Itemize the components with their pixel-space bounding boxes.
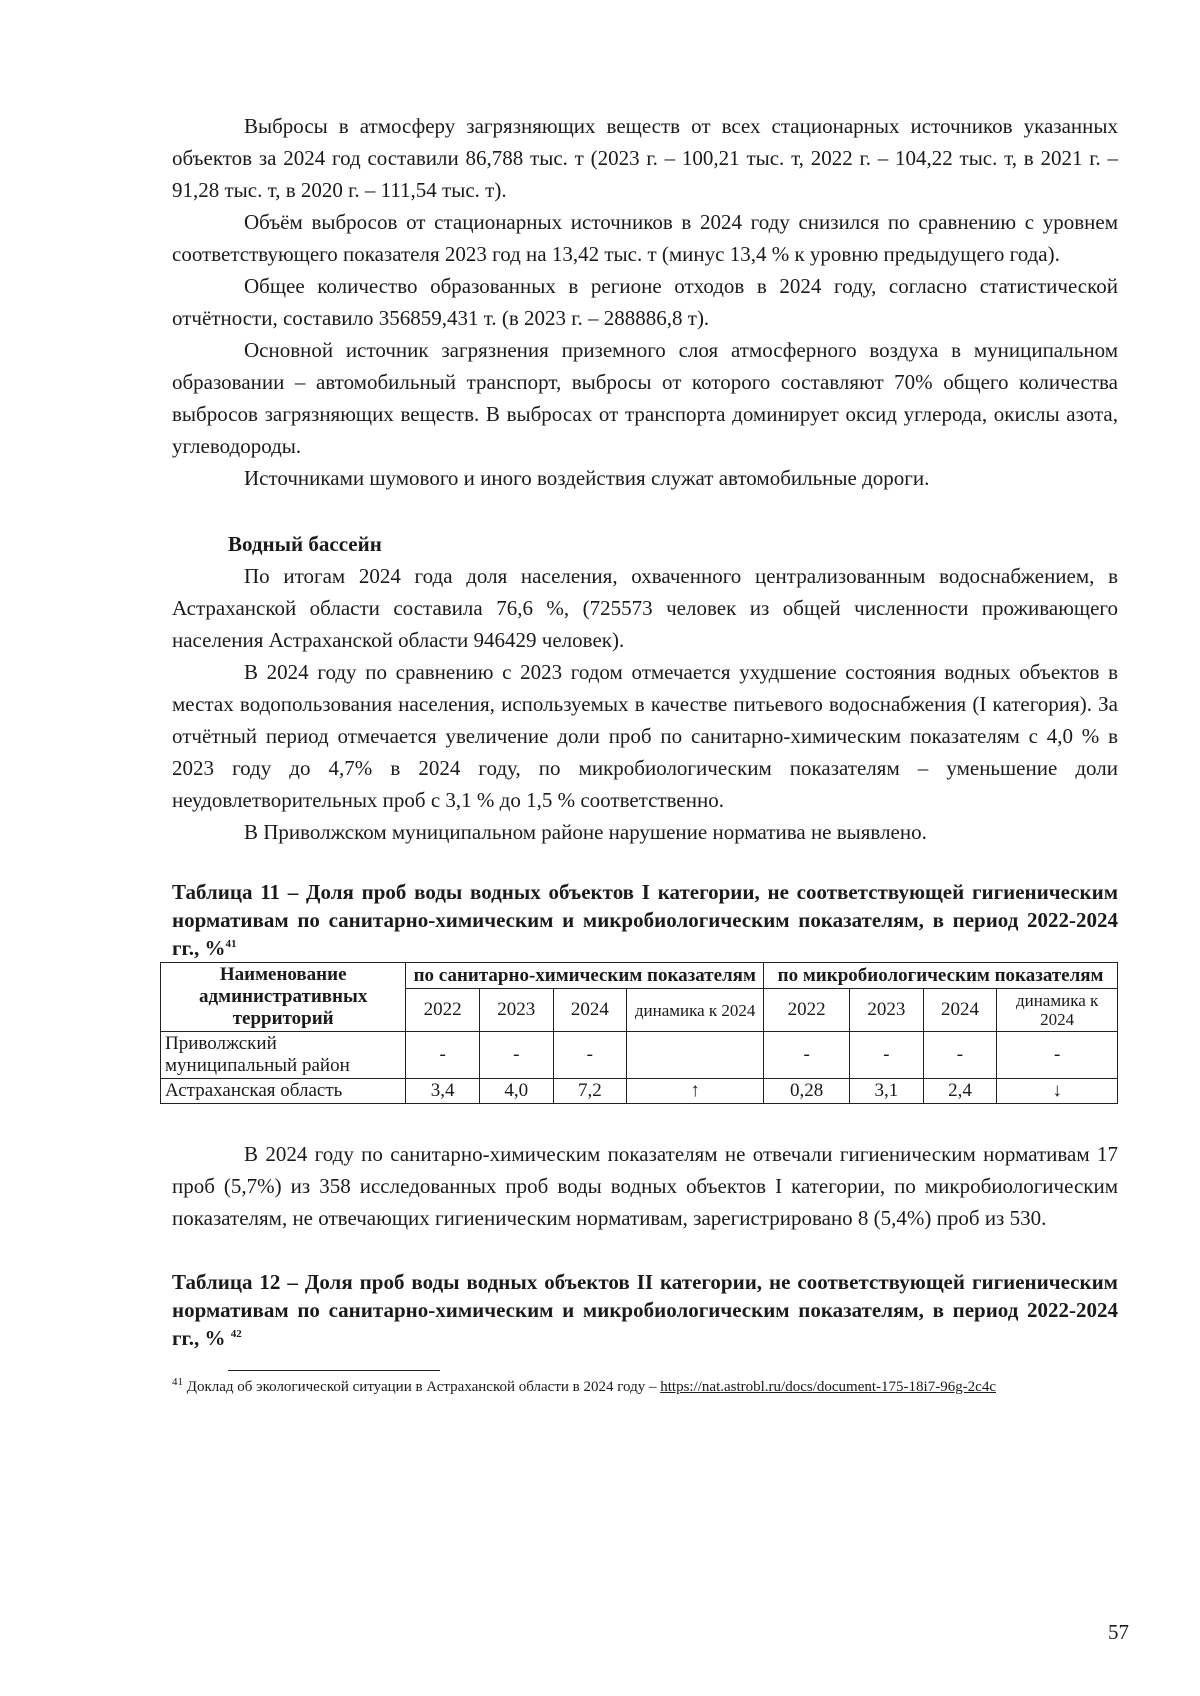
- paragraph-after-table11: В 2024 году по санитарно-химическим показателям не отвечали гигиеническим нормативам 17 проб (5,7%) из 358 исследованных проб воды водных объектов I категории, по микробиологическим показателям, не отвечающих гигиеническим нормативам, зарегистрировано 8 (5,4%) проб из 530.: [172, 1142, 1118, 1230]
- table11-cell: -: [406, 1032, 480, 1079]
- paragraph-emissions: Выбросы в атмосферу загрязняющих веществ от всех стационарных источников указанных объектов за 2024 год составили 86,788 тыс. т (2023 г. – 100,21 тыс. т, 2022 г. – 104,22 тыс. т, в 2021 г. – 91,28 тыс. т, в 2020 г. – 111,54 тыс. т).: [172, 114, 1118, 202]
- footnote-ref-42[interactable]: 42: [230, 1328, 242, 1340]
- footnote-link[interactable]: https://nat.astrobl.ru/docs/document-175-18i7-96g-2c4c: [660, 1379, 996, 1395]
- paragraph-waste: Общее количество образованных в регионе отходов в 2024 году, согласно статистической отчётности, составило 356859,431 т. (в 2023 г. – 288886,8 т).: [172, 274, 1118, 330]
- table11-cell: -: [850, 1032, 924, 1079]
- table11-header-micro: по микробиологическим показателям: [764, 963, 1118, 989]
- table11-cell: -: [553, 1032, 627, 1079]
- table11-subheader: 2024: [553, 989, 627, 1032]
- table11-cell: 2,4: [923, 1079, 997, 1104]
- table11-header-name: Наименование административных территорий: [161, 963, 406, 1032]
- table11-cell: [627, 1032, 764, 1079]
- footnote-ref-41[interactable]: 41: [225, 938, 237, 950]
- table11: [160, 962, 1118, 1104]
- document-page: [165, 110, 1118, 1397]
- table11-cell-arrow-up: ↑: [627, 1079, 764, 1104]
- table11-row-name: Приволжский муниципальный район: [161, 1032, 406, 1079]
- table11-cell: 3,4: [406, 1079, 480, 1104]
- table12-caption-text: Таблица 12 – Доля проб воды водных объектов II категории, не соответствующей гигиеническим нормативам по санитарно-химическим и микробиологическим показателям, в период 2022-2024 гг., %: [172, 1270, 1118, 1350]
- paragraph-water-supply: По итогам 2024 года доля населения, охваченного централизованным водоснабжением, в Астраханской области составила 76,6 %, (725573 человек из общей численности проживающего населения Астраханской области 946429 человек).: [172, 564, 1118, 652]
- table11-subheader: динамика к 2024: [997, 989, 1118, 1032]
- table11-subheader: динамика к 2024: [627, 989, 764, 1032]
- table11-cell: 3,1: [850, 1079, 924, 1104]
- paragraph-noise: Источниками шумового и иного воздействия служат автомобильные дороги.: [244, 466, 930, 490]
- table11-caption-text: Таблица 11 – Доля проб воды водных объектов I категории, не соответствующей гигиеническим нормативам по санитарно-химическим и микробиологическим показателям, в период 2022-2024 гг., %: [172, 880, 1118, 960]
- footnote-divider: [228, 1370, 440, 1371]
- table11-cell: -: [764, 1032, 850, 1079]
- table11-cell-arrow-down: ↓: [997, 1079, 1118, 1104]
- footnote-41: [172, 1377, 1118, 1397]
- paragraph-emissions-volume: Объём выбросов от стационарных источников в 2024 году снизился по сравнению с уровнем соответствующего показателя 2023 год на 13,42 тыс. т (минус 13,4 % к уровню предыдущего года).: [172, 210, 1118, 266]
- table11-cell: 7,2: [553, 1079, 627, 1104]
- table11-subheader: 2024: [923, 989, 997, 1032]
- paragraph-privolzhsky: В Приволжском муниципальном районе нарушение норматива не выявлено.: [244, 820, 927, 844]
- section-heading-water: Водный бассейн: [228, 532, 382, 556]
- footnote-text: Доклад об экологической ситуации в Астраханской области в 2024 году –: [186, 1379, 661, 1395]
- table11-subheader: 2022: [406, 989, 480, 1032]
- table-row: [161, 1032, 1118, 1079]
- table11-header-sanitary: по санитарно-химическим показателям: [406, 963, 764, 989]
- table11-cell: 0,28: [764, 1079, 850, 1104]
- table11-cell: -: [479, 1032, 553, 1079]
- table11-cell: -: [923, 1032, 997, 1079]
- table11-subheader: 2023: [479, 989, 553, 1032]
- table-row: [161, 1079, 1118, 1104]
- table11-subheader: 2022: [764, 989, 850, 1032]
- table11-subheader: 2023: [850, 989, 924, 1032]
- page-number: 57: [1108, 1620, 1129, 1644]
- table11-cell: 4,0: [479, 1079, 553, 1104]
- paragraph-water-quality: В 2024 году по сравнению с 2023 годом отмечается ухудшение состояния водных объектов в местах водопользования населения, используемых в качестве питьевого водоснабжения (I категория). За отчётный период отмечается увеличение доли проб по санитарно-химическим показателям с 4,0 % в 2023 году до 4,7% в 2024 году, по микробиологическим показателям – уменьшение доли неудовлетворительных проб с 3,1 % до 1,5 % соответственно.: [172, 660, 1118, 812]
- paragraph-pollution-source: Основной источник загрязнения приземного слоя атмосферного воздуха в муниципальном образовании – автомобильный транспорт, выбросы от которого составляют 70% общего количества выбросов загрязняющих веществ. В выбросах от транспорта доминирует оксид углерода, окислы азота, углеводороды.: [172, 338, 1118, 458]
- table11-caption: [172, 878, 1118, 962]
- footnote-marker: 41: [172, 1376, 183, 1388]
- table11-cell: -: [997, 1032, 1118, 1079]
- table12-caption: [172, 1268, 1118, 1352]
- table11-row-name: Астраханская область: [161, 1079, 406, 1104]
